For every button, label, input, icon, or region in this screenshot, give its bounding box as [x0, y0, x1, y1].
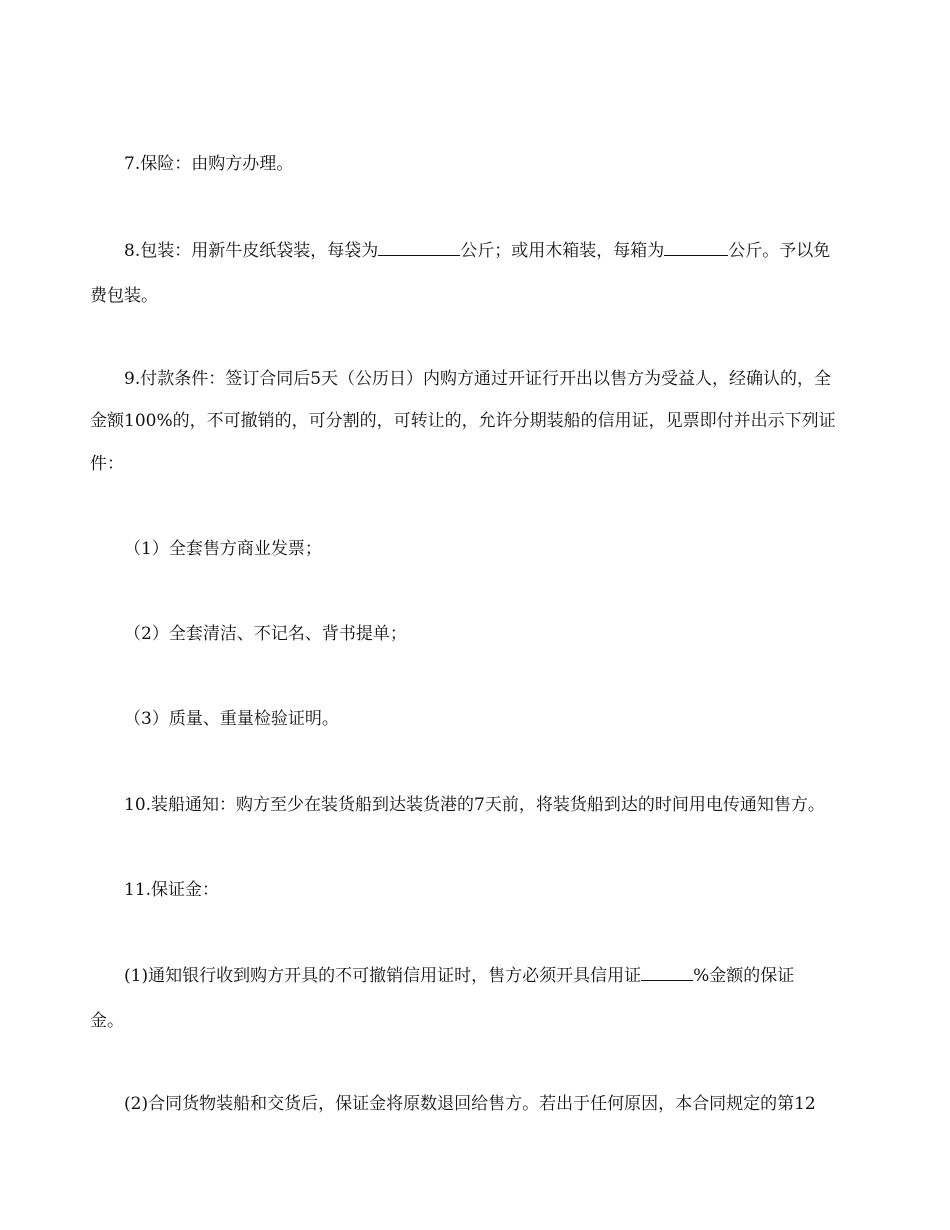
- clause-8-part3: 公斤。予以免: [728, 241, 831, 261]
- clause-9-item3: （3）质量、重量检验证明。: [124, 709, 339, 729]
- clause-9-line1: 9.付款条件：签订合同后5天（公历日）内购方通过开证行开出以售方为受益人，经确认的，全: [124, 369, 832, 389]
- clause-8-continuation: 费包装。: [90, 286, 158, 306]
- clause-11-item1: [124, 964, 794, 987]
- clause-11: 11.保证金：: [124, 880, 220, 900]
- clause-11-item1-continuation: 金。: [90, 1011, 124, 1031]
- clause-8-part2: 公斤；或用木箱装，每箱为: [460, 241, 665, 261]
- clause-9-item2: （2）全套清洁、不记名、背书提单；: [124, 624, 407, 644]
- blank-deposit-percent[interactable]: [641, 964, 693, 981]
- clause-8-part1: 8.包装：用新牛皮纸袋装，每袋为: [124, 241, 379, 261]
- clause-8: [124, 239, 830, 262]
- clause-11-item1-part2: %金额的保证: [693, 966, 795, 986]
- clause-11-item2: (2)合同货物装船和交货后，保证金将原数退回给售方。若出于任何原因，本合同规定的第12: [124, 1094, 816, 1114]
- blank-box-weight[interactable]: [664, 239, 728, 256]
- clause-7: 7.保险：由购方办理。: [124, 154, 294, 174]
- clause-9-item1: （1）全套售方商业发票；: [124, 539, 322, 559]
- clause-10: 10.装船通知：购方至少在装货船到达装货港的7天前，将装货船到达的时间用电传通知售方。: [124, 795, 825, 815]
- clause-11-item1-part1: (1)通知银行收到购方开具的不可撤销信用证时，售方必须开具信用证: [124, 966, 642, 986]
- clause-9-line2: 金额100%的，不可撤销的，可分割的，可转让的，允许分期装船的信用证，见票即付并出示下列证: [90, 411, 836, 431]
- clause-9-line3: 件：: [90, 454, 124, 474]
- blank-bag-weight[interactable]: [378, 239, 460, 256]
